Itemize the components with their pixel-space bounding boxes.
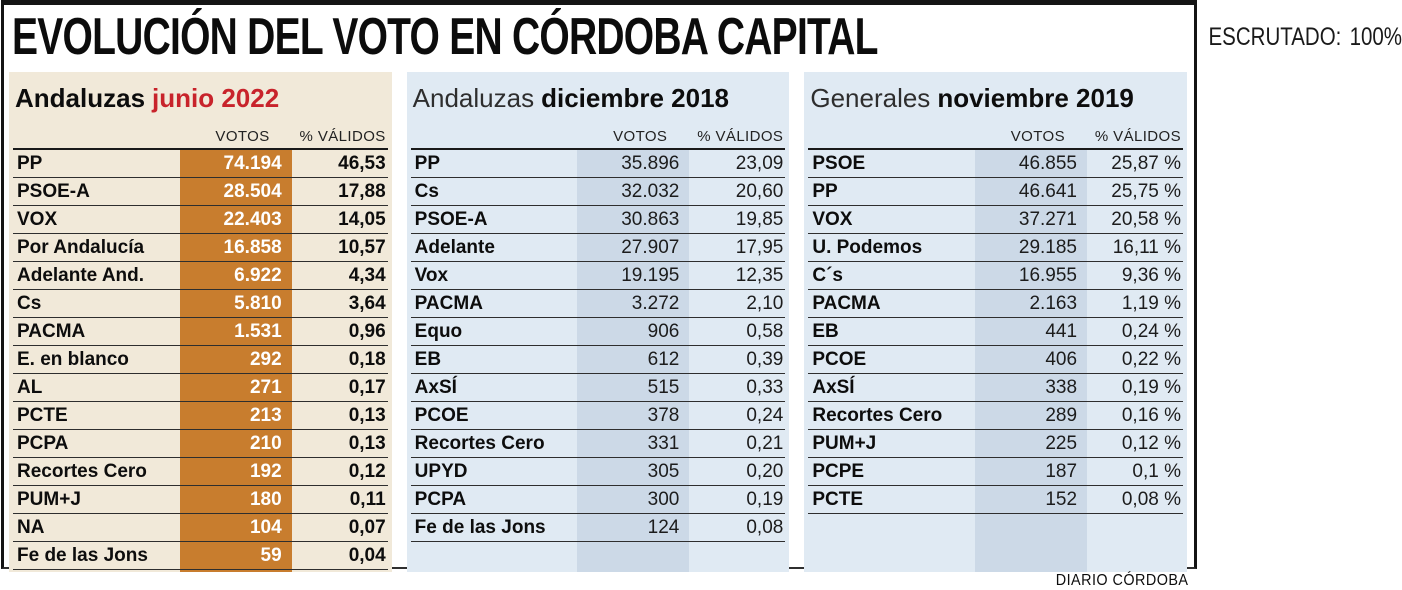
table-row	[13, 346, 388, 374]
pct-value: 12,35	[735, 264, 784, 286]
pct-value: 0,12	[348, 460, 386, 482]
pct-value: 2,10	[746, 292, 784, 314]
pct-value: 20,60	[735, 180, 784, 202]
votes-value: 289	[1045, 404, 1078, 426]
party-name: PCPE	[812, 460, 865, 482]
party-name: EB	[812, 320, 839, 342]
party-name: PUM+J	[17, 488, 81, 510]
votes-value: 305	[647, 460, 680, 482]
table-row	[411, 374, 786, 402]
table-row	[411, 402, 786, 430]
table-row	[13, 318, 388, 346]
party-name: PP	[414, 152, 441, 174]
party-name: U. Podemos	[812, 236, 923, 258]
table-row	[13, 262, 388, 290]
party-name: PCPA	[17, 432, 69, 454]
pct-value: 0,08 %	[1121, 488, 1182, 510]
party-name: Recortes Cero	[812, 404, 943, 426]
votes-value: 515	[647, 376, 680, 398]
pct-value: 0,16 %	[1121, 404, 1182, 426]
table-row	[13, 178, 388, 206]
party-name: PCTE	[812, 488, 864, 510]
panels-container	[9, 72, 1187, 572]
pct-value: 0,17	[348, 376, 386, 398]
party-name: PACMA	[17, 320, 86, 342]
votes-value: 29.185	[1018, 236, 1078, 258]
pct-value: 0,96	[348, 320, 386, 342]
results-table	[13, 150, 388, 570]
party-name: VOX	[812, 208, 853, 230]
pct-value: 0,13	[348, 404, 386, 426]
column-headers	[411, 120, 786, 150]
votes-value: 124	[647, 516, 680, 538]
table-row	[411, 318, 786, 346]
table-row	[13, 206, 388, 234]
table-row	[808, 486, 1183, 514]
column-header-pct: % VÁLIDOS	[1094, 128, 1182, 145]
table-row	[411, 234, 786, 262]
pct-value: 0,19 %	[1121, 376, 1182, 398]
party-name: Cs	[17, 292, 42, 314]
table-row	[13, 486, 388, 514]
votes-value: 16.955	[1018, 264, 1078, 286]
party-name: PSOE-A	[414, 208, 488, 230]
table-row	[13, 542, 388, 570]
table-row	[13, 150, 388, 178]
pct-value: 0,12 %	[1121, 432, 1182, 454]
votes-value: 2.163	[1029, 292, 1078, 314]
party-name: Fe de las Jons	[414, 516, 546, 538]
votes-value: 74.194	[223, 152, 282, 174]
pct-value: 17,95	[735, 236, 784, 258]
votes-value: 271	[249, 376, 282, 398]
pct-value: 0,11	[349, 488, 386, 510]
party-name: AxSÍ	[812, 376, 855, 398]
votes-value: 213	[249, 404, 282, 426]
table-row	[808, 290, 1183, 318]
panel-title-election: Andaluzas	[412, 83, 535, 113]
votes-value: 338	[1045, 376, 1078, 398]
pct-value: 23,09	[735, 152, 784, 174]
votes-value: 187	[1045, 460, 1078, 482]
party-name: PACMA	[414, 292, 483, 314]
party-name: Recortes Cero	[17, 460, 147, 482]
table-row	[808, 346, 1183, 374]
table-row	[808, 206, 1183, 234]
votes-value: 37.271	[1018, 208, 1078, 230]
party-name: Recortes Cero	[414, 432, 545, 454]
party-name: AL	[17, 376, 43, 398]
pct-value: 4,34	[348, 264, 386, 286]
table-row	[411, 458, 786, 486]
pct-value: 10,57	[338, 236, 386, 258]
party-name: PCPA	[414, 488, 467, 510]
votes-value: 16.858	[223, 236, 282, 258]
page-title: EVOLUCIÓN DEL VOTO EN CÓRDOBA CAPITAL	[12, 8, 878, 66]
pct-value: 1,19 %	[1121, 292, 1182, 314]
panel-title	[804, 72, 1187, 120]
table-row	[13, 234, 388, 262]
pct-value: 9,36 %	[1121, 264, 1182, 286]
table-row	[808, 374, 1183, 402]
results-table	[411, 150, 786, 542]
panel-title	[9, 72, 392, 120]
votes-value: 378	[647, 404, 680, 426]
scrutiny-value: 100%	[1349, 23, 1402, 51]
votes-value: 5.810	[234, 292, 282, 314]
party-name: Adelante	[414, 236, 495, 258]
column-header-pct: % VÁLIDOS	[697, 128, 784, 145]
votes-value: 46.641	[1018, 180, 1078, 202]
votes-value: 180	[249, 488, 282, 510]
pct-value: 0,13	[348, 432, 386, 454]
panel-andaluzas-2022	[9, 72, 392, 572]
pct-value: 46,53	[338, 152, 386, 174]
pct-value: 16,11 %	[1112, 236, 1182, 258]
party-name: E. en blanco	[17, 348, 129, 370]
table-row	[411, 346, 786, 374]
party-name: UPYD	[414, 460, 468, 482]
party-name: PP	[812, 180, 838, 202]
pct-value: 14,05	[338, 208, 386, 230]
table-row	[411, 178, 786, 206]
votes-value: 32.032	[621, 180, 680, 202]
table-row	[411, 262, 786, 290]
panel-title-date: junio 2022	[152, 83, 280, 113]
votes-value: 406	[1045, 348, 1078, 370]
votes-value: 612	[647, 348, 680, 370]
party-name: PSOE	[812, 152, 866, 174]
table-row	[411, 430, 786, 458]
pct-value: 0,39	[746, 348, 784, 370]
scrutiny-label: ESCRUTADO:	[1208, 23, 1342, 51]
scrutiny-status	[1209, 23, 1402, 67]
pct-value: 0,07	[348, 516, 386, 538]
table-row	[808, 430, 1183, 458]
party-name: AxSÍ	[414, 376, 457, 398]
party-name: NA	[17, 516, 45, 538]
party-name: Adelante And.	[17, 264, 145, 286]
panel-title-election: Generales	[810, 83, 931, 113]
votes-value: 1.531	[234, 320, 282, 342]
panel-title	[407, 72, 790, 120]
votes-value: 3.272	[631, 292, 680, 314]
table-row	[411, 514, 786, 542]
votes-value: 225	[1045, 432, 1078, 454]
results-table	[808, 150, 1183, 514]
votes-value: 30.863	[621, 208, 680, 230]
pct-value: 17,88	[338, 180, 386, 202]
votes-value: 6.922	[234, 264, 282, 286]
votes-value: 292	[249, 348, 282, 370]
votes-value: 331	[647, 432, 680, 454]
table-row	[13, 402, 388, 430]
party-name: Vox	[414, 264, 449, 286]
party-name: PACMA	[812, 292, 881, 314]
table-row	[411, 290, 786, 318]
credit-line: DIARIO CÓRDOBA	[1055, 572, 1188, 589]
pct-value: 0,08	[746, 516, 784, 538]
table-row	[808, 458, 1183, 486]
pct-value: 25,87 %	[1111, 152, 1182, 174]
pct-value: 0,04	[348, 544, 386, 566]
pct-value: 25,75 %	[1111, 180, 1182, 202]
table-row	[808, 262, 1183, 290]
table-row	[13, 374, 388, 402]
votes-value: 19.195	[621, 264, 680, 286]
votes-value: 441	[1045, 320, 1078, 342]
table-row	[13, 514, 388, 542]
pct-value: 19,85	[735, 208, 784, 230]
column-header-votes: VOTOS	[215, 128, 270, 145]
pct-value: 0,20	[746, 460, 784, 482]
party-name: PCOE	[812, 348, 867, 370]
column-headers	[13, 120, 388, 150]
party-name: PP	[17, 152, 43, 174]
votes-value: 28.504	[223, 180, 282, 202]
party-name: EB	[414, 348, 442, 370]
party-name: Por Andalucía	[17, 236, 145, 258]
pct-value: 0,21	[746, 432, 784, 454]
pct-value: 0,1 %	[1132, 460, 1182, 482]
table-row	[808, 402, 1183, 430]
votes-value: 35.896	[621, 152, 680, 174]
party-name: Equo	[414, 320, 463, 342]
panel-title-election: Andaluzas	[15, 83, 146, 113]
table-row	[411, 486, 786, 514]
table-row	[808, 318, 1183, 346]
table-row	[808, 150, 1183, 178]
pct-value: 20,58 %	[1111, 208, 1182, 230]
votes-value: 210	[249, 432, 282, 454]
party-name: PUM+J	[812, 432, 877, 454]
votes-value: 906	[647, 320, 680, 342]
votes-value: 104	[249, 516, 282, 538]
pct-value: 0,19	[746, 488, 784, 510]
votes-value: 192	[249, 460, 282, 482]
votes-value: 46.855	[1018, 152, 1078, 174]
table-row	[411, 150, 786, 178]
votes-value: 27.907	[621, 236, 680, 258]
pct-value: 0,58	[746, 320, 784, 342]
table-row	[13, 290, 388, 318]
table-row	[808, 234, 1183, 262]
table-row	[808, 178, 1183, 206]
votes-value: 59	[260, 544, 282, 566]
party-name: PSOE-A	[17, 180, 90, 202]
votes-value: 152	[1045, 488, 1078, 510]
party-name: Fe de las Jons	[17, 544, 148, 566]
pct-value: 0,24 %	[1121, 320, 1182, 342]
table-row	[13, 430, 388, 458]
party-name: Cs	[414, 180, 439, 202]
table-row	[13, 458, 388, 486]
party-name: PCTE	[17, 404, 68, 426]
pct-value: 0,24	[746, 404, 784, 426]
panel-title-date: diciembre 2018	[541, 83, 729, 113]
votes-value: 300	[647, 488, 680, 510]
column-header-pct: % VÁLIDOS	[299, 128, 386, 145]
votes-value: 22.403	[223, 208, 282, 230]
pct-value: 0,22 %	[1121, 348, 1182, 370]
column-headers	[808, 120, 1183, 150]
party-name: C´s	[812, 264, 843, 286]
pct-value: 0,33	[746, 376, 784, 398]
pct-value: 3,64	[348, 292, 386, 314]
header	[4, 5, 1402, 67]
pct-value: 0,18	[348, 348, 386, 370]
table-row	[411, 206, 786, 234]
panel-generales-2019	[804, 72, 1187, 572]
panel-title-date: noviembre 2019	[937, 83, 1134, 113]
infographic-frame	[1, 0, 1402, 569]
party-name: VOX	[17, 208, 58, 230]
column-header-votes: VOTOS	[613, 128, 668, 145]
panel-andaluzas-2018	[407, 72, 790, 572]
party-name: PCOE	[414, 404, 469, 426]
column-header-votes: VOTOS	[1010, 128, 1066, 145]
